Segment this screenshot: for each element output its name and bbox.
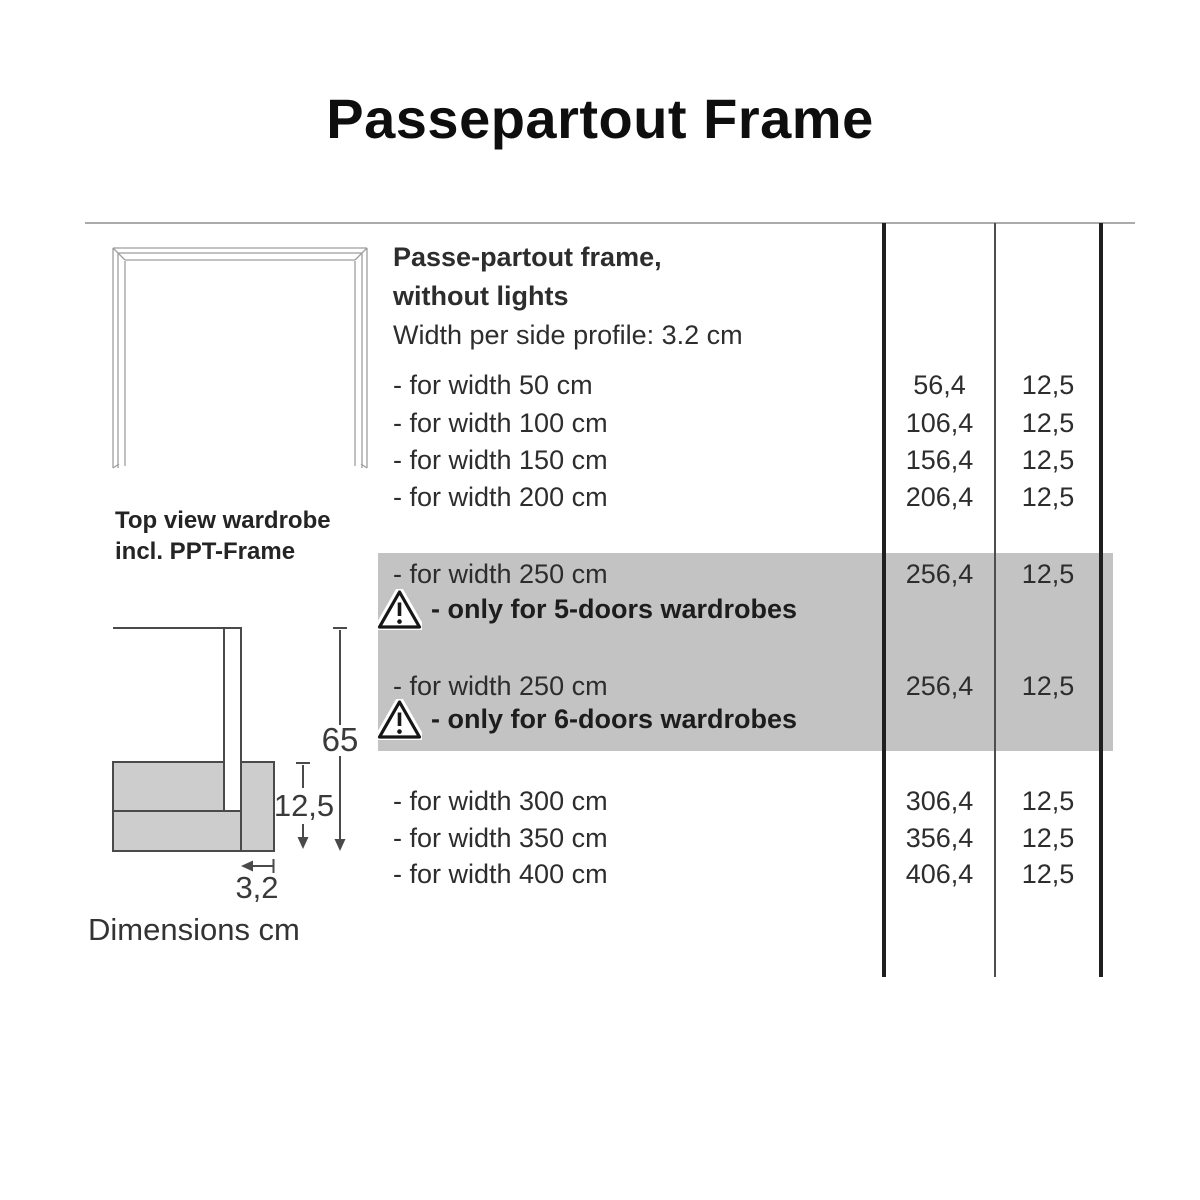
row-label: - for width 200 cm xyxy=(393,482,608,512)
top-divider-line xyxy=(85,222,1135,224)
warning-note-row xyxy=(377,696,797,742)
warning-note-text: - only for 5-doors wardrobes xyxy=(431,593,798,624)
table-row xyxy=(0,819,1200,857)
row-depth-value: 12,5 xyxy=(1021,482,1075,512)
row-depth-value: 12,5 xyxy=(1021,859,1075,889)
row-width-value: 356,4 xyxy=(905,823,974,853)
row-label: - for width 400 cm xyxy=(393,859,608,889)
row-label: - for width 250 cm xyxy=(393,671,608,701)
table-row xyxy=(0,478,1200,516)
top-view-caption-line2: incl. PPT-Frame xyxy=(115,538,296,565)
profile-width-note: Width per side profile: 3.2 cm xyxy=(393,320,743,350)
row-width-value: 106,4 xyxy=(905,408,974,438)
product-name-line1: Passe-partout frame, xyxy=(393,242,662,272)
row-label: - for width 350 cm xyxy=(393,823,608,853)
table-row xyxy=(0,366,1200,404)
row-width-value: 306,4 xyxy=(905,786,974,816)
page-title: Passepartout Frame xyxy=(326,87,874,150)
table-row xyxy=(0,404,1200,442)
row-width-value: 156,4 xyxy=(905,445,974,475)
row-width-value: 406,4 xyxy=(905,859,974,889)
row-width-value: 256,4 xyxy=(905,559,974,589)
row-depth-value: 12,5 xyxy=(1021,823,1075,853)
table-row xyxy=(0,855,1200,893)
row-label: - for width 250 cm xyxy=(393,559,608,589)
table-row xyxy=(0,441,1200,479)
row-label: - for width 300 cm xyxy=(393,786,608,816)
row-label: - for width 50 cm xyxy=(393,370,593,400)
row-depth-value: 12,5 xyxy=(1021,559,1075,589)
row-depth-value: 12,5 xyxy=(1021,671,1075,701)
table-row xyxy=(0,782,1200,820)
dim-profile-width-label: 3,2 xyxy=(235,870,279,905)
row-depth-value: 12,5 xyxy=(1021,445,1075,475)
row-label: - for width 150 cm xyxy=(393,445,608,475)
product-header xyxy=(393,238,743,355)
row-depth-value: 12,5 xyxy=(1021,370,1075,400)
dim-depth-label: 12,5 xyxy=(273,788,335,823)
row-label: - for width 100 cm xyxy=(393,408,608,438)
row-width-value: 206,4 xyxy=(905,482,974,512)
warning-note-text: - only for 6-doors wardrobes xyxy=(431,703,798,734)
product-name-line2: without lights xyxy=(393,281,569,311)
warning-note-row xyxy=(377,586,797,632)
row-depth-value: 12,5 xyxy=(1021,408,1075,438)
warning-icon xyxy=(377,699,422,740)
row-depth-value: 12,5 xyxy=(1021,786,1075,816)
top-view-caption-line1: Top view wardrobe xyxy=(115,507,331,534)
row-width-value: 256,4 xyxy=(905,671,974,701)
warning-icon xyxy=(377,589,422,630)
dimensions-unit-note: Dimensions cm xyxy=(88,912,300,947)
dim-height-label: 65 xyxy=(321,721,359,758)
row-width-value: 56,4 xyxy=(913,370,966,400)
